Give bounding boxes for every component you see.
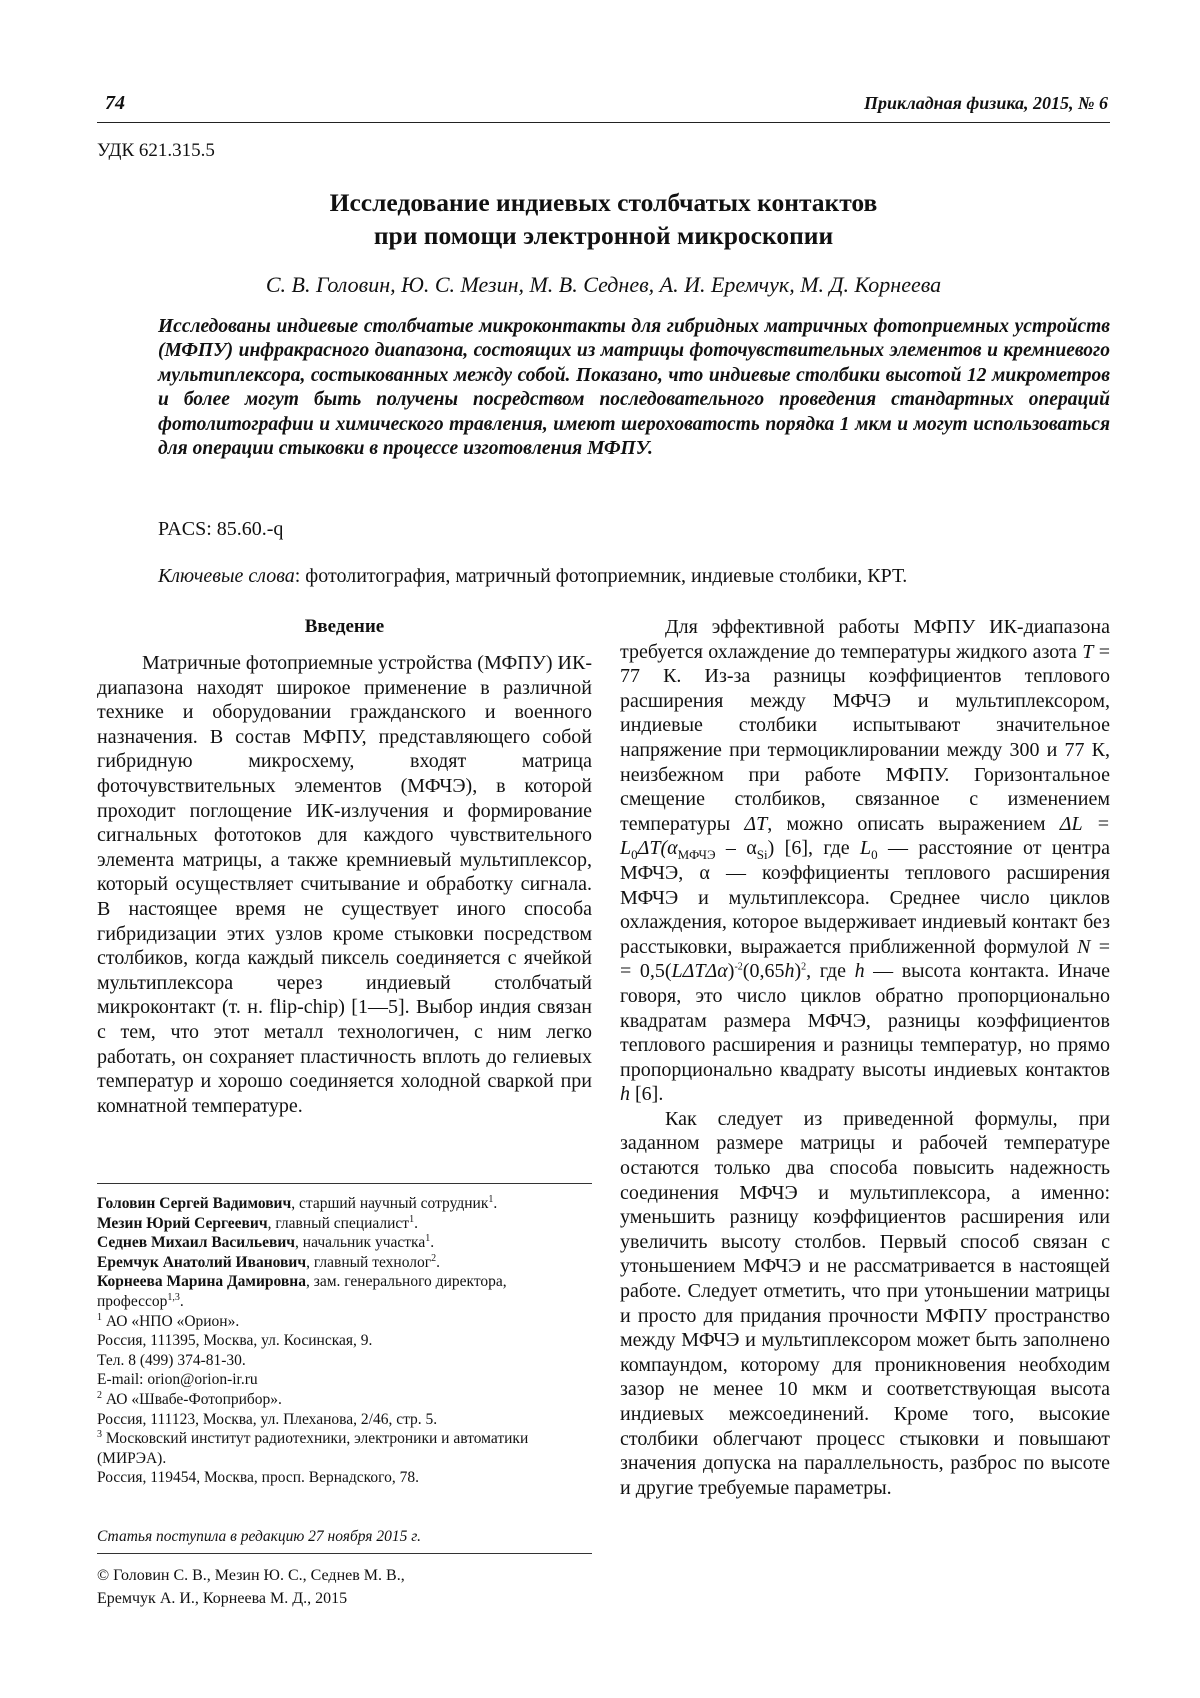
article-title	[97, 186, 1110, 252]
running-head	[97, 88, 1110, 123]
author-note: Головин Сергей Вадимович, старший научный сотрудник$^1$.	[97, 1193, 498, 1212]
formula-displacement: ΔL = L	[620, 812, 1110, 860]
copyright-line-2: Еремчук А. И., Корнеева М. Д., 2015	[97, 1590, 348, 1607]
page-number: 74	[105, 92, 125, 114]
pacs-code: PACS: 85.60.-q	[158, 518, 284, 540]
affiliation-3-address: Россия, 119454, Москва, просп. Вернадского, 78.	[97, 1469, 420, 1487]
author-note: Седнев Михаил Васильевич, начальник участка$^1$.	[97, 1233, 435, 1252]
affiliation-1: $^1$ АО «НПО «Орион».	[97, 1311, 240, 1330]
right-column	[620, 615, 1110, 1500]
title-line-1: Исследование индиевых столбчатых контактов	[329, 188, 878, 217]
udc-code: УДК 621.315.5	[97, 140, 215, 161]
abstract: Исследованы индиевые столбчатые микроконтакты для гибридных матричных фотоприемных устройств (МФПУ) инфракрасного диапазона, состоящих из матрицы фоточувствительных элементов и кремниевого мультиплексора, состыкованных между собой. Показано, что индиевые столбики высотой 12 микрометров и более могут быть получены посредством последовательного проведения стандартных операций фотолитографии и химического травления, имеют шероховатость порядка 1 мкм и могут использоваться для операции стыковки в процессе изготовления МФПУ.	[158, 316, 1110, 460]
section-heading-introduction: Введение	[304, 616, 385, 637]
left-column	[97, 615, 592, 1118]
affiliation-1-phone: Тел. 8 (499) 374-81-30.	[97, 1351, 246, 1369]
right-paragraph-2: Как следует из приведенной формулы, при заданном размере матрицы и рабочей температуре остаются только два способа повысить надежность соединения МФЧЭ и мультиплексора, а именно: уменьшить разницу коэффициентов расширения или увеличить высоту столбов. Первый способ связан с утоньшением МФЧЭ и не рассматривается в настоящей работе. Следует отметить, что при утоньшении матрицы и просто для придания прочности МФПУ пространство между МФЧЭ и мультиплексором может быть заполнено компаундом, которому для проникновения необходим зазор не менее 10 мкм и соответствующая высота индиевых межсоединений. Кроме того, высокие столбики облегчают процесс стыковки и повышают значения допуска на параллельность, разброс по высоте и другие требуемые параметры.	[620, 1107, 1110, 1499]
author-note: Еремчук Анатолий Иванович, главный технолог$^2$.	[97, 1252, 440, 1271]
copyright	[97, 1553, 592, 1610]
intro-paragraph-1: Матричные фотоприемные устройства (МФПУ) ИК-диапазона находят широкое применение в различной технике и оборудовании гражданского и военного назначения. В состав МФПУ, представляющего собой гибридную микросхему, входят матрица фоточувствительных элементов (МФЧЭ), в которой проходит поглощение ИК-излучения и формирование сигнальных фототоков для каждого чувствительного элемента матрицы, а также кремниевый мультиплексор, который осуществляет считывание и обработку сигнала. В настоящее время не существует иного способа гибридизации этих узлов кроме стыковки посредством столбиков, когда каждый пиксель соединяется с ячейкой мультиплексора через индиевый столбчатый микроконтакт (т. н. flip-chip) [1—5]. Выбор индия связан с тем, что этот металл технологичен, с ним легко работать, он сохраняет пластичность вплоть до гелиевых температур и хорошо соединяется холодной сваркой при комнатной температуре.	[97, 652, 592, 1117]
author-note: Мезин Юрий Сергеевич, главный специалист$^1$.	[97, 1213, 418, 1232]
affiliation-3: $^3$ Московский институт радиотехники, электроники и автоматики (МИРЭА).	[97, 1428, 529, 1467]
author-note: Корнеева Марина Дамировна, зам. генерального директора, профессор$^{1,3}$.	[97, 1273, 507, 1310]
journal-name: Прикладная физика, 2015, № 6	[863, 93, 1108, 113]
authors: С. В. Головин, Ю. С. Мезин, М. В. Седнев, А. И. Еремчук, М. Д. Корнеева	[265, 272, 942, 297]
title-line-2: при помощи электронной микроскопии	[373, 221, 834, 250]
keywords-label: Ключевые слова	[158, 565, 295, 587]
received-date: Статья поступила в редакцию 27 ноября 2015 г.	[97, 1528, 421, 1545]
keywords-text: : фотолитография, матричный фотоприемник, индиевые столбики, КРТ.	[294, 565, 908, 587]
affiliation-1-email: E-mail: orion@orion-ir.ru	[97, 1371, 258, 1389]
author-footnotes	[97, 1183, 592, 1488]
copyright-line-1: © Головин С. В., Мезин Ю. С., Седнев М. В.,	[97, 1567, 405, 1584]
affiliation-1-address: Россия, 111395, Москва, ул. Косинская, 9.	[97, 1332, 373, 1350]
affiliation-2-address: Россия, 111123, Москва, ул. Плеханова, 2/46, стр. 5.	[97, 1410, 438, 1428]
keywords	[158, 565, 907, 588]
right-paragraph-1: Для эффективной работы МФПУ ИК-диапазона требуется охлаждение до температуры жидкого азота T = 77 К. Из-за разницы коэффициентов теплового расширения между МФЧЭ и мультиплексором, индиевые столбики испытывают значительное напряжение при термоциклировании между 300 и 77 К, неизбежном при работе МФПУ. Горизонтальное смещение столбиков, связанное с изменением температуры ΔT, можно описать выражением $\Delta L = L_0\Delta T(\alpha_{МФЧЭ} - \alpha_{Si})$ [6], где $L_0$ — расстояние от центра МФЧЭ, α — коэффициенты теплового расширения МФЧЭ и мультиплексора. Среднее число циклов охлаждения, которое выдерживает индиевый контакт без расстыковки, выражается приближенной формулой N = = $0,5(L\Delta T\Delta\alpha)^{-2}(0,65h)^2$, где h — высота контакта. Иначе говоря, это число циклов обратно пропорционально квадратам размера МФЧЭ, разницы коэффициентов теплового расширения и разницы температур, но прямо пропорционально квадрату высоты индиевых контактов h [6].	[620, 616, 1110, 1106]
formula-cycles: LΔTΔα	[671, 960, 728, 983]
affiliation-2: $^2$ АО «Швабе-Фотоприбор».	[97, 1389, 282, 1408]
